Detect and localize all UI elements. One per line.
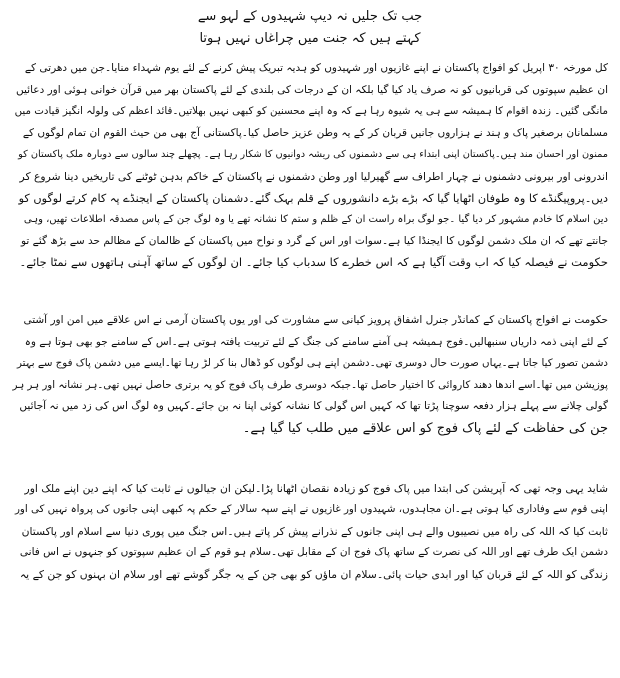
paragraph-line: حکومت نے افواج پاکستان کے کمانڈر جنرل اشفاق پرویز کیانی سے مشاورت کی اور یوں پاکستان آرمی نے اس علاقے میں امن اور آشتی [23, 313, 608, 326]
paragraph-line: دین اسلام کا خادم مشہور کر دیا گیا ۔جو لوگ براہ راست ان کے ظلم و ستم کا نشانہ تھے یا وہ لوگ جن کے پاس مصدقہ اطلاعات تھیں، وہی [23, 214, 608, 226]
paragraph-line: ممنون اور احسان مند ہیں۔پاکستان اپنی ابتداء ہی سے دشمنوں کی ریشہ دوانیوں کا شکار رہا ہے۔ پچھلے چند سالوں سے دوبارہ ملک پاکستان کو [18, 149, 608, 161]
paragraph-line: جانتے تھے کہ ان ملک دشمن لوگوں کا ایجنڈا کیا ہے۔سوات اور اس کے گرد و نواح میں پاکستان کے ظالمان کے مظالم حد سے بڑھ گئے تو [20, 234, 608, 247]
paragraph-line: دشمن ایک طرف تھے اور اللہ کی نصرت کے ساتھ پاک فوج ان کے مقابل تھی۔سلام ہو قوم کے ان عظیم سپوتوں کو جنہوں نے اس فانی [19, 546, 608, 559]
paragraph-line: اندرونی اور بیرونی دشمنوں نے چہار اطراف سے گھیرلیا اور وطن دشمنوں نے پاکستان کے خاکم بدہن ٹوٹنے کی تاریخیں دینا شروع کر [19, 169, 608, 183]
paragraph-line: دشمن تصور کیا جاتا ہے۔یہاں صورت حال دوسری تھی۔دشمن اپنے ہی لوگوں کو ڈھال بنا کر لڑ رہا تھا۔ایسے میں دشمن پاک فوج سے بہتر [16, 357, 608, 370]
poetry-couplet [12, 6, 608, 50]
paragraph-line: اپنی قوم سے وفاداری کیا ہوتی ہے۔ان مجاہدوں، شہیدوں اور غازیوں نے اپنے سپہ سالار کے حکم پہ کبھی اپنی جانوں کی پرواہ نہیں کی اور [14, 503, 608, 516]
paragraph-line: ان عظیم سپوتوں کی قربانیوں کو نہ صرف یاد کیا گیا بلکہ ان کے درجات کی بلندی کے لئے پاکستان بھر میں قرآن خوانی ہوئی اور دعائیں [16, 83, 608, 96]
paragraph-line: مانگی گئیں۔ زندہ اقوام کا ہمیشہ سے ہی یہ شیوہ رہا ہے کہ وہ اپنے محسنین کو کبھی نہیں بھلاتیں۔قائد اعظم کی ولولہ انگیز قیادت میں [14, 105, 608, 118]
paragraph-spacer [12, 440, 608, 478]
article-paragraph-3 [12, 478, 608, 586]
paragraph-line: دیں۔پروپیگنڈے کا وہ طوفان اٹھایا گیا کہ بڑے بڑے دانشوروں کے قلم بہک گئے۔دشمنان پاکستان کے ایجنڈے پہ کام کرتے لوگوں کو [18, 191, 608, 205]
paragraph-line: ثابت کیا کہ اللہ کی راہ میں نصیبوں والے ہی اپنی جانوں کے نذرانے پیش کر پاتے ہیں۔اس جنگ میں پوری دنیا سے اسلام اور پاکستان [21, 524, 608, 538]
paragraph-line: جن کی حفاظت کے لئے پاک فوج کو اس علاقے میں طلب کیا گیا ہے۔ [242, 420, 608, 436]
article-paragraph-1 [12, 58, 608, 274]
paragraph-line: کے لئے اپنی ذمہ داریاں سنبھالیں۔فوج ہمیشہ ہی آمنے سامنے کی جنگ کے لئے تربیت یافتہ ہوتی ہے۔اس کے سامنے جو بھی ہوتا ہے وہ [24, 335, 608, 348]
paragraph-line: شاید یہی وجہ تھی کہ آپریشن کی ابتدا میں پاک فوج کو زیادہ نقصان اٹھانا پڑا۔لیکن ان جیالوں نے ثابت کیا کہ اپنے دین اپنے ملک اور [24, 481, 608, 495]
paragraph-line: زندگی کو اللہ کے لئے قربان کیا اور ابدی حیات پائی۔سلام ان ماؤں کو بھی جن کے یہ جگر گوشے تھے اور سلام ان بہنوں کو جن کے یہ [19, 567, 608, 581]
article-paragraph-2 [12, 310, 608, 440]
paragraph-line: گولی چلانے سے پہلے ہزار دفعہ سوچنا پڑتا تھا کہ کہیں اس گولی کا نشانہ کوئی اپنا نہ بن جائے۔کہیں وہ لوگ اس کی زد میں نہ آجائیں [19, 400, 608, 413]
couplet-line: جب تک جلیں نہ دیپ شہیدوں کے لہو سے [197, 9, 423, 24]
paragraph-line: کل مورخہ ۳۰ اپریل کو افواج پاکستان نے اپنے غازیوں اور شہیدوں کو ہدیہ تبریک پیش کرنے کے لئے یوم شہداء منایا۔جن میں دھرتی کے [24, 62, 608, 74]
paragraph-line: مسلمانان برصغیر پاک و ہند نے ہزاروں جانیں قربان کر کے یہ وطن عزیز حاصل کیا۔پاکستانی آج بھی من حیث القوم ان تمام لوگوں کے [22, 126, 608, 139]
paragraph-line: حکومت نے فیصلہ کیا کہ اب وقت آگیا ہے کہ اس خطرے کا سدباب کیا جائے۔ ان لوگوں کے ساتھ آہنی ہاتھوں سے نمٹا جائے۔ [19, 255, 608, 270]
paragraph-line: پوزیشن میں تھا۔اسے اندھا دھند کاروائی کا اختیار حاصل تھا۔جبکہ دوسری طرف پاک فوج کو یہ برتری حاصل نہیں تھی۔ہر نشانہ اور ہر ہر [12, 378, 608, 391]
couplet-line: کہتے ہیں کہ جنت میں چراغاں نہیں ہوتا [199, 31, 421, 46]
paragraph-spacer [12, 274, 608, 310]
